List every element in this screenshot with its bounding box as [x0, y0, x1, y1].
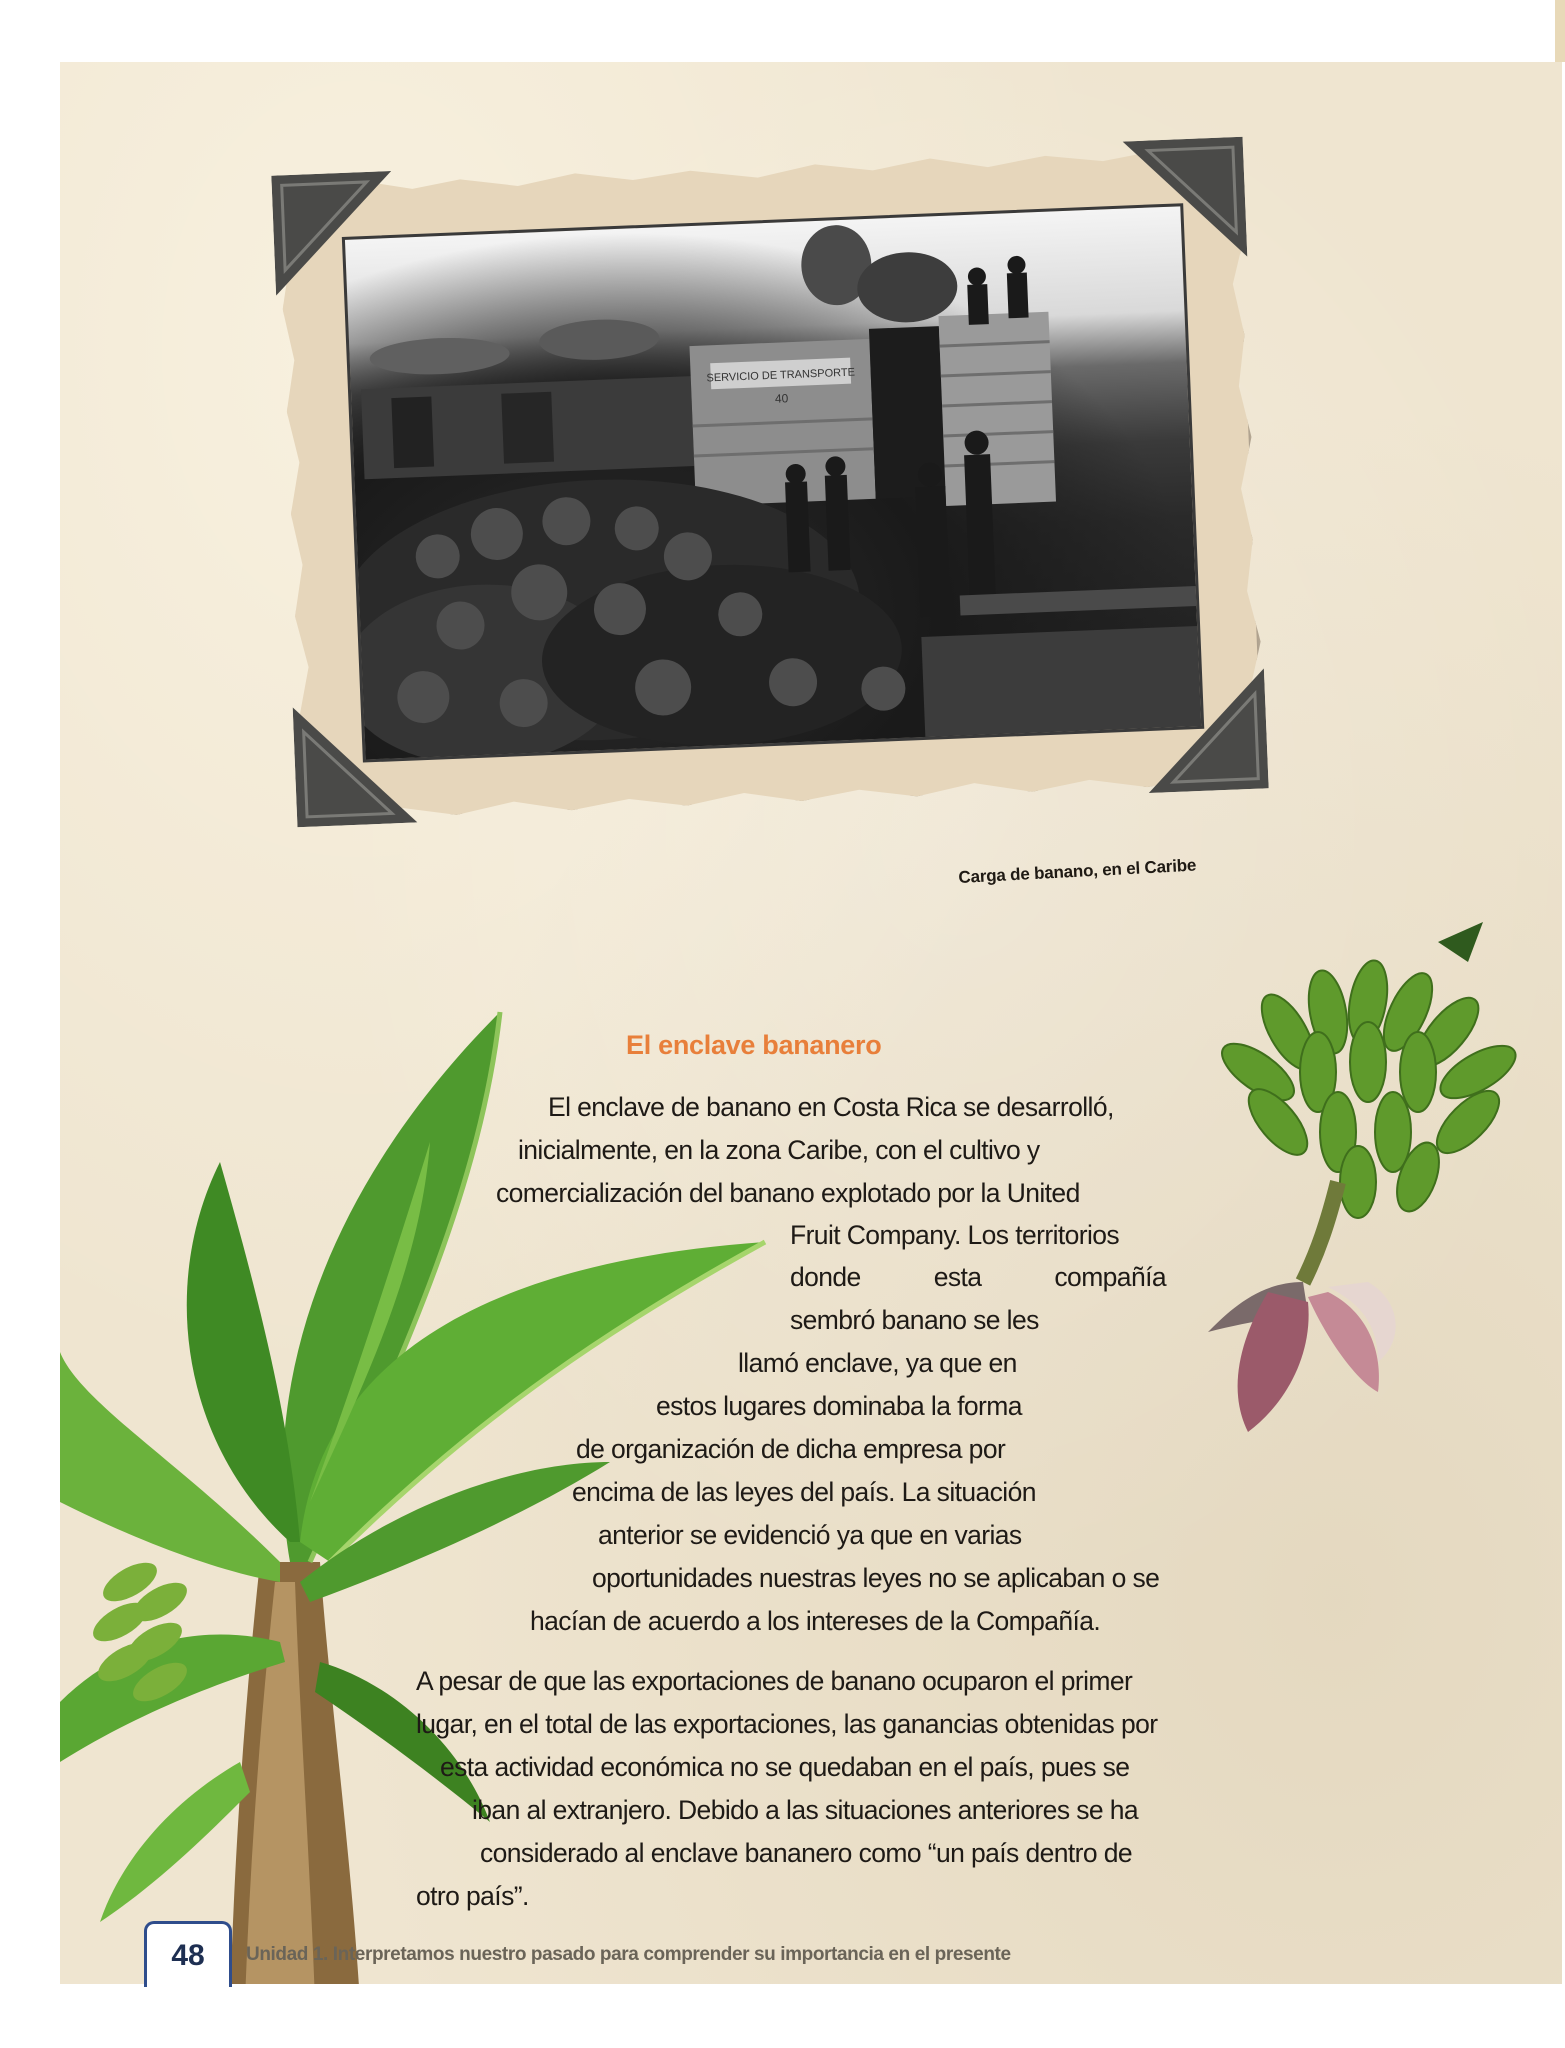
section-heading: El enclave bananero [626, 1030, 882, 1060]
banana-loading-image [342, 203, 1204, 762]
paragraph-1-line-3: comercialización del banano explotado por la United [496, 1178, 1080, 1208]
wagon-sign-number: 40 [774, 391, 789, 406]
photo-corner-bottom-right [1144, 668, 1269, 793]
paragraph-1-line-5 [790, 1262, 1166, 1293]
paragraph-2-line-3: esta actividad económica no se quedaban en el país, pues se [440, 1752, 1130, 1782]
paragraph-1-line-5-word-1: donde [790, 1262, 861, 1292]
paragraph-1-line-13: hacían de acuerdo a los intereses de la Compañía. [530, 1606, 1101, 1636]
paragraph-2-line-5: considerado al enclave bananero como “un país dentro de [480, 1838, 1133, 1868]
paragraph-1-line-9: de organización de dicha empresa por [576, 1434, 1006, 1464]
paragraph-1-line-10: encima de las leyes del país. La situación [572, 1477, 1036, 1507]
page-number: 48 [144, 1921, 232, 1987]
paragraph-1-line-11: anterior se evidenció ya que en varias [598, 1520, 1022, 1550]
book-page [60, 62, 1562, 1984]
paragraph-1-line-8: estos lugares dominaba la forma [656, 1391, 1022, 1421]
wagon-sign-text: SERVICIO DE TRANSPORTE [706, 366, 856, 385]
paragraph-2-line-4: iban al extranjero. Debido a las situaciones anteriores se ha [472, 1795, 1139, 1825]
photo-caption: Carga de banano, en el Caribe [958, 855, 1197, 887]
page-edge [1555, 0, 1565, 62]
paragraph-2-line-6: otro país”. [416, 1881, 529, 1911]
paragraph-1-line-4: Fruit Company. Los territorios [790, 1220, 1120, 1250]
banana-bunch-illustration [1128, 922, 1558, 1442]
paragraph-1-line-7: llamó enclave, ya que en [738, 1348, 1017, 1378]
paragraph-1-line-5-word-3: compañía [1054, 1262, 1166, 1292]
paragraph-2-line-1: A pesar de que las exportaciones de banano ocuparon el primer [416, 1666, 1133, 1696]
paragraph-1-line-12: oportunidades nuestras leyes no se aplicaban o se [592, 1563, 1160, 1593]
paragraph-1-line-6: sembró banano se les [790, 1305, 1039, 1335]
paragraph-2-line-2: lugar, en el total de las exportaciones, las ganancias obtenidas por [416, 1709, 1158, 1739]
photo-corner-top-left [271, 171, 396, 296]
unit-footer-text: Unidad 1. Interpretamos nuestro pasado para comprender su importancia en el presente [246, 1944, 1011, 1965]
photo-corner-bottom-left [293, 703, 418, 828]
historical-photo [278, 143, 1263, 821]
photo-corner-top-right [1123, 137, 1248, 262]
paragraph-1-line-5-word-2: esta [933, 1262, 982, 1292]
paragraph-1-line-2: inicialmente, en la zona Caribe, con el cultivo y [518, 1135, 1040, 1165]
paragraph-1-line-1: El enclave de banano en Costa Rica se desarrolló, [548, 1092, 1114, 1122]
